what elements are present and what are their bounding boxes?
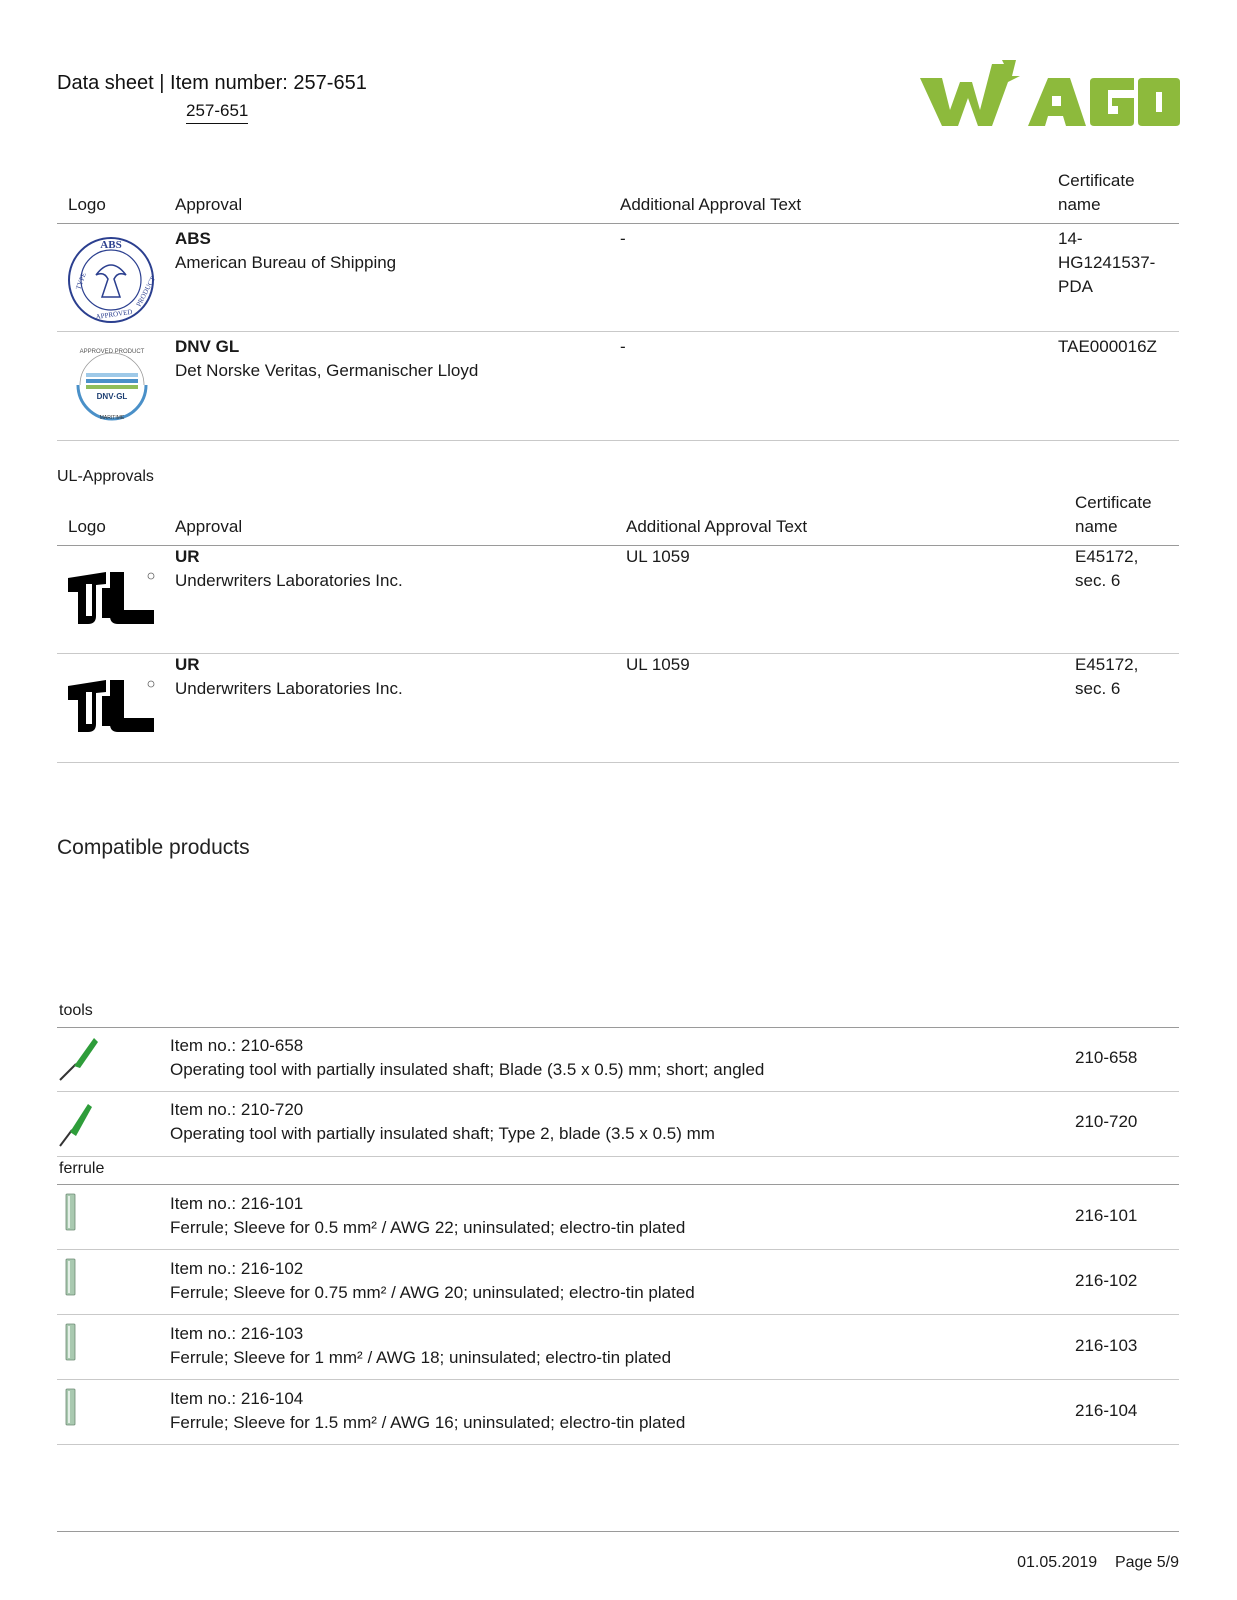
certificate-name-line: HG1241537- <box>1058 253 1156 272</box>
product-description: Ferrule; Sleeve for 0.5 mm² / AWG 22; uninsulated; electro-tin plated <box>170 1218 686 1237</box>
product-code[interactable]: 210-658 <box>1075 1048 1138 1067</box>
certificate-name-line: PDA <box>1058 277 1093 296</box>
approval-code: DNV GL <box>175 337 240 356</box>
product-code[interactable]: 216-103 <box>1075 1336 1138 1355</box>
product-description: Operating tool with partially insulated shaft; Type 2, blade (3.5 x 0.5) mm <box>170 1124 715 1143</box>
svg-text:DNV·GL: DNV·GL <box>96 392 128 401</box>
certificate-name-line: sec. 6 <box>1075 571 1121 590</box>
col-header-additional-text: Additional Approval Text <box>626 517 808 536</box>
abs-type-approved-logo <box>66 235 156 330</box>
wago-logo <box>920 60 1180 149</box>
product-description: Ferrule; Sleeve for 1 mm² / AWG 18; uninsulated; electro-tin plated <box>170 1348 672 1367</box>
svg-text:APPROVED PRODUCT: APPROVED PRODUCT <box>79 349 145 355</box>
page-title: Data sheet | Item number: 257-651 <box>57 72 367 94</box>
product-code[interactable]: 210-720 <box>1075 1112 1138 1131</box>
certificate-name-line: TAE000016Z <box>1058 337 1157 356</box>
ul-recognized-logo <box>66 678 158 739</box>
certificate-name-line: 14- <box>1058 229 1083 248</box>
screwdriver-icon <box>58 1098 100 1153</box>
product-item-number[interactable]: Item no.: 216-101 <box>170 1194 304 1213</box>
col-header-approval: Approval <box>175 517 243 536</box>
product-code[interactable]: 216-101 <box>1075 1206 1138 1225</box>
product-item-number[interactable]: Item no.: 210-658 <box>170 1036 304 1055</box>
svg-text:PRODUCT: PRODUCT <box>134 275 156 308</box>
product-code[interactable]: 216-102 <box>1075 1271 1138 1290</box>
product-description: Ferrule; Sleeve for 0.75 mm² / AWG 20; uninsulated; electro-tin plated <box>170 1283 695 1302</box>
approval-name: Underwriters Laboratories Inc. <box>175 571 403 590</box>
certificate-name-line: sec. 6 <box>1075 679 1121 698</box>
screwdriver-angled-icon <box>58 1034 100 1089</box>
category-label-ferrule: ferrule <box>59 1160 105 1177</box>
col-header-additional-text: Additional Approval Text <box>620 195 802 214</box>
col-header-certificate: Certificate name <box>1058 171 1135 214</box>
product-item-number[interactable]: Item no.: 216-103 <box>170 1324 304 1343</box>
footer-date: 01.05.2019 <box>1017 1554 1098 1571</box>
approval-name: Det Norske Veritas, Germanischer Lloyd <box>175 361 479 380</box>
certificate-name-line: E45172, <box>1075 547 1139 566</box>
col-header-logo: Logo <box>68 195 106 214</box>
additional-approval-text: - <box>620 229 626 248</box>
approval-code: ABS <box>175 229 211 248</box>
footer <box>1017 1554 1179 1572</box>
footer-page-number: Page 5/9 <box>1114 1554 1179 1571</box>
additional-approval-text: UL 1059 <box>626 547 690 566</box>
ul-approvals-heading: UL-Approvals <box>57 468 154 485</box>
product-item-number[interactable]: Item no.: 216-102 <box>170 1259 304 1278</box>
svg-text:APPROVED: APPROVED <box>95 307 133 321</box>
col-header-logo: Logo <box>68 517 106 536</box>
additional-approval-text: - <box>620 337 626 356</box>
col-header-certificate: Certificate name <box>1075 493 1152 536</box>
approval-name: American Bureau of Shipping <box>175 253 397 272</box>
certificate-name-line: E45172, <box>1075 655 1139 674</box>
compatible-products-heading: Compatible products <box>57 836 250 859</box>
ferrule-icon <box>62 1323 80 1368</box>
svg-text:TYPE: TYPE <box>74 271 88 291</box>
approval-code: UR <box>175 655 200 674</box>
ul-recognized-logo <box>66 570 158 631</box>
col-header-approval: Approval <box>175 195 243 214</box>
item-number-link[interactable]: 257-651 <box>186 101 248 124</box>
additional-approval-text: UL 1059 <box>626 655 690 674</box>
approval-name: Underwriters Laboratories Inc. <box>175 679 403 698</box>
svg-text:MARITIME: MARITIME <box>99 415 125 421</box>
approval-code: UR <box>175 547 200 566</box>
product-description: Ferrule; Sleeve for 1.5 mm² / AWG 16; uninsulated; electro-tin plated <box>170 1413 686 1432</box>
svg-text:ABS: ABS <box>100 239 122 251</box>
product-code[interactable]: 216-104 <box>1075 1401 1138 1420</box>
product-description: Operating tool with partially insulated shaft; Blade (3.5 x 0.5) mm; short; angled <box>170 1060 765 1079</box>
category-label-tools: tools <box>59 1002 93 1019</box>
ferrule-icon <box>62 1388 80 1433</box>
product-item-number[interactable]: Item no.: 216-104 <box>170 1389 304 1408</box>
dnv-gl-maritime-logo <box>70 343 154 432</box>
ferrule-icon <box>62 1258 80 1303</box>
product-item-number[interactable]: Item no.: 210-720 <box>170 1100 304 1119</box>
ferrule-icon <box>62 1193 80 1238</box>
